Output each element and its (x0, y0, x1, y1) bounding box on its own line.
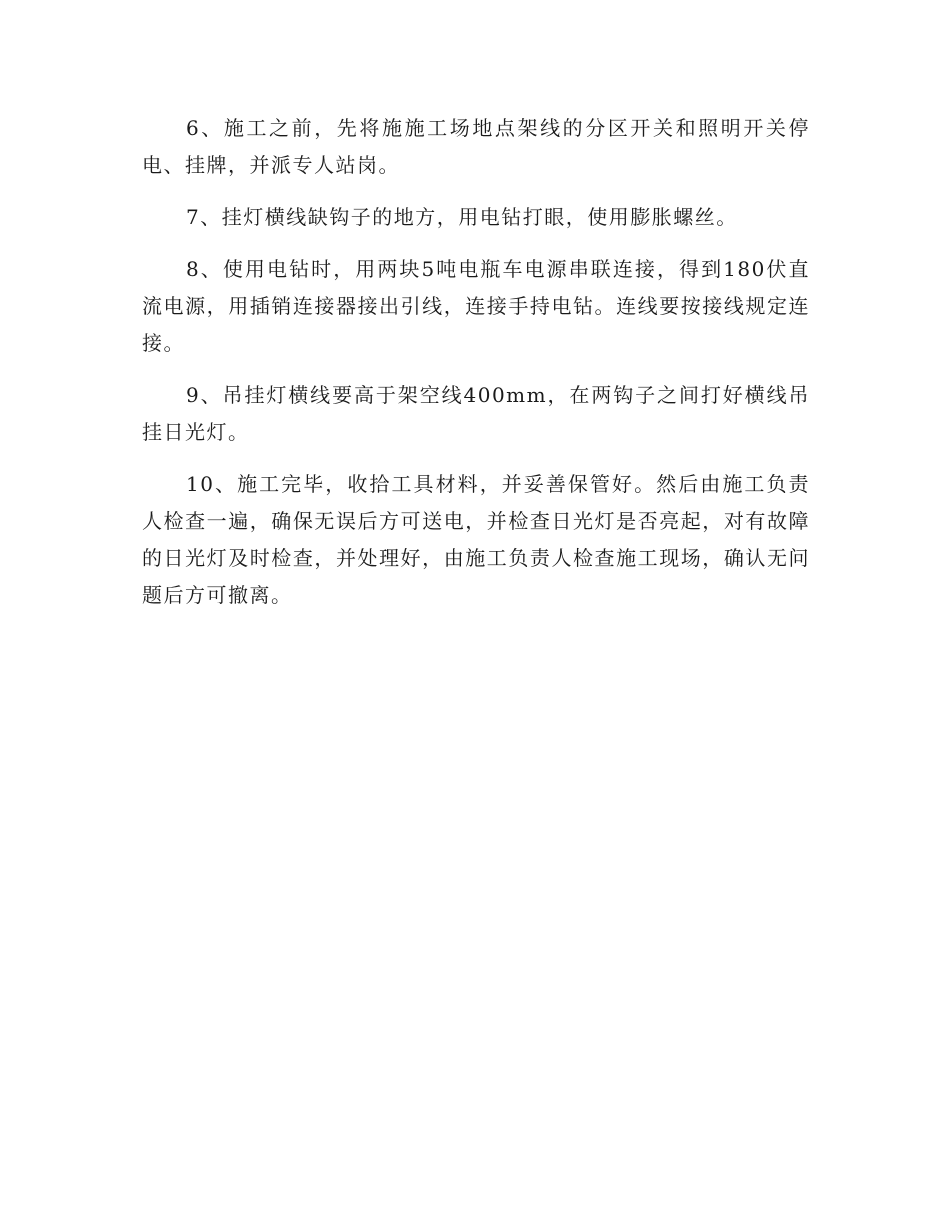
document-body (142, 110, 810, 629)
paragraph-step-9: 9、吊挂灯横线要高于架空线400mm，在两钩子之间打好横线吊挂日光灯。 (142, 383, 810, 444)
paragraph-step-10: 10、施工完毕，收拾工具材料，并妥善保管好。然后由施工负责人检查一遍，确保无误后方可送电，并检查日光灯是否亮起，对有故障的日光灯及时检查，并处理好，由施工负责人检查施工现场，确认无问题后方可撤离。 (142, 472, 810, 607)
paragraph-step-6: 6、施工之前，先将施施工场地点架线的分区开关和照明开关停电、挂牌，并派专人站岗。 (142, 116, 810, 177)
paragraph-step-8: 8、使用电钻时，用两块5吨电瓶车电源串联连接，得到180伏直流电源，用插销连接器接出引线，连接手持电钻。连线要按接线规定连接。 (142, 257, 810, 355)
paragraph-step-7: 7、挂灯横线缺钩子的地方，用电钻打眼，使用膨胀螺丝。 (186, 205, 738, 229)
